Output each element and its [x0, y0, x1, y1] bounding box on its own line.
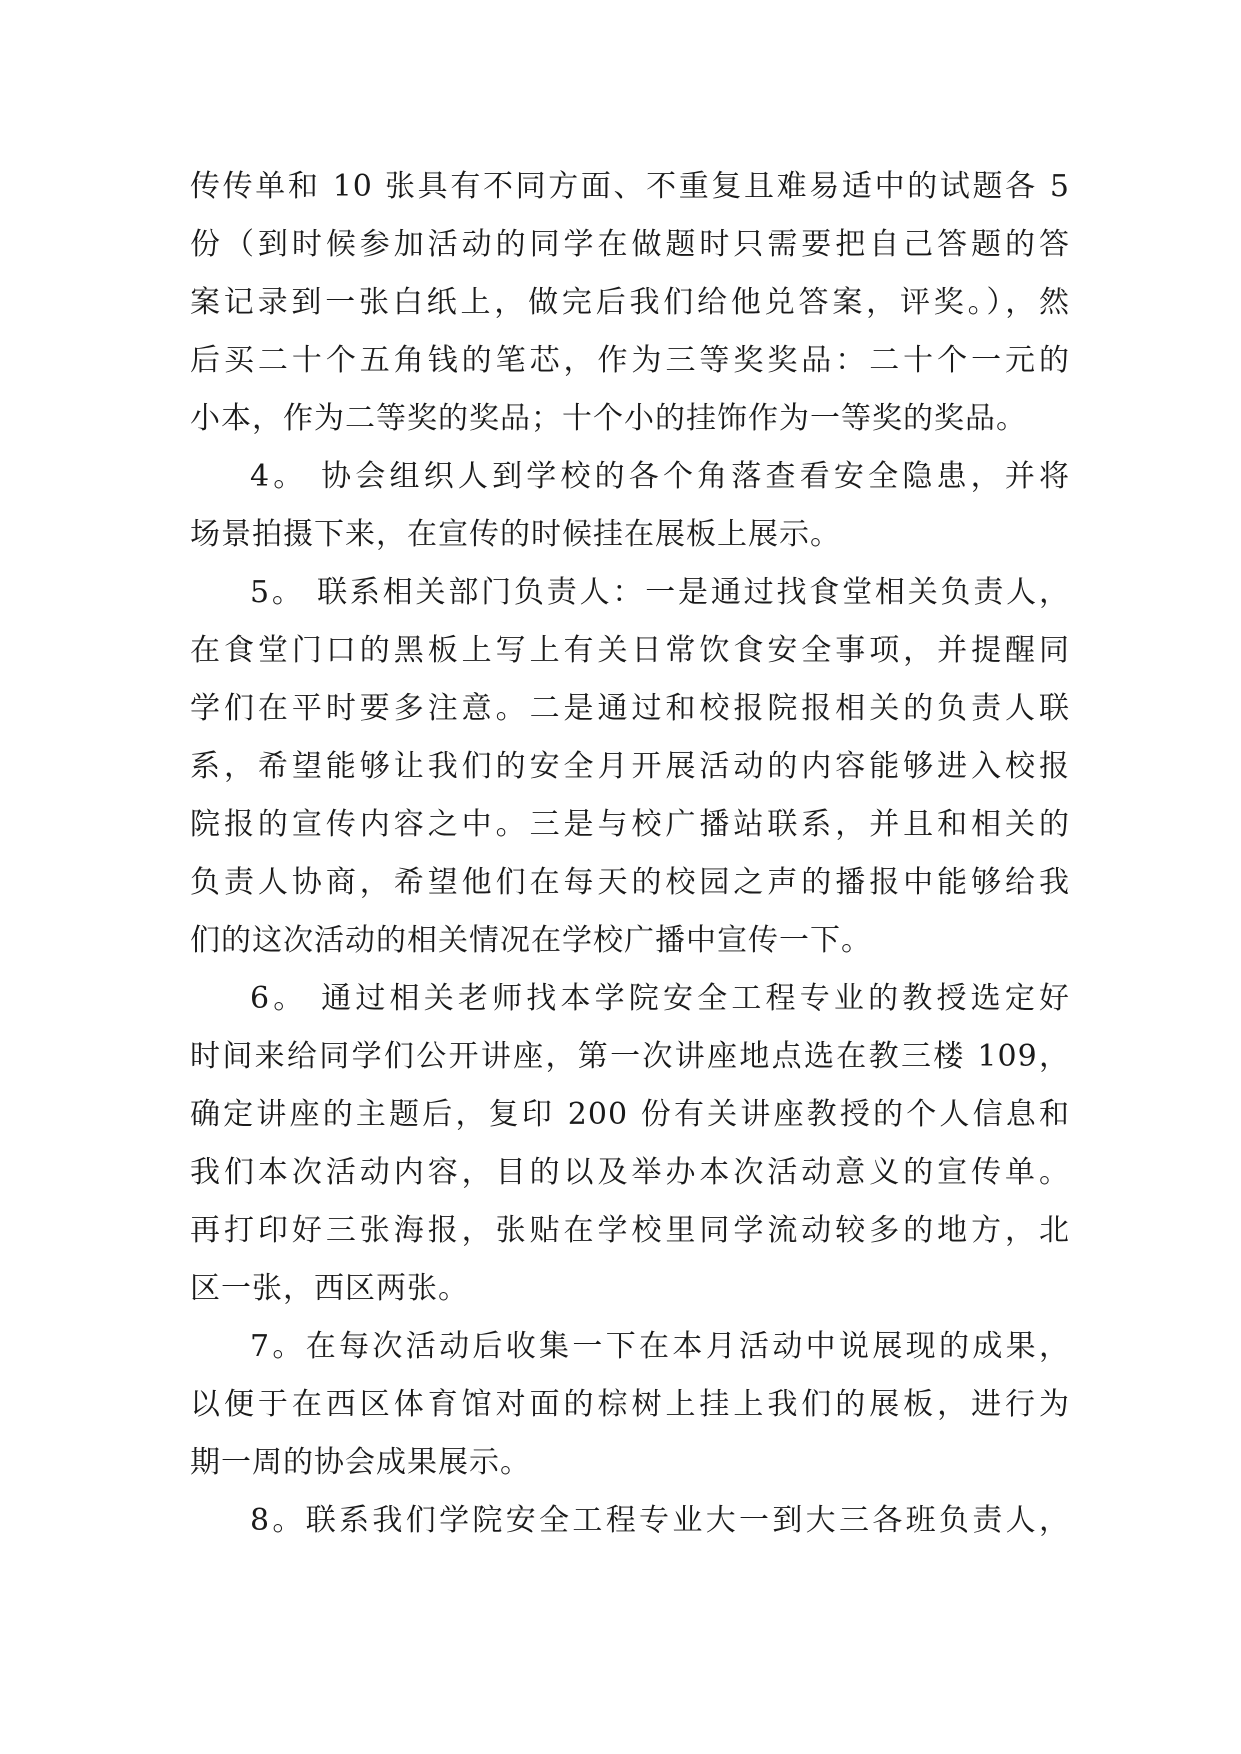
text-line: 系，希望能够让我们的安全月开展活动的内容能够进入校报 — [190, 749, 1070, 784]
body-text — [190, 158, 1070, 1550]
text-line: 我们本次活动内容，目的以及举办本次活动意义的宣传单。 — [190, 1155, 1070, 1190]
text-line: 院报的宣传内容之中。三是与校广播站联系，并且和相关的 — [190, 807, 1070, 842]
text-line: 确定讲座的主题后，复印 200 份有关讲座教授的个人信息和 — [190, 1097, 1070, 1132]
paragraph-item-4 — [190, 448, 1070, 564]
text-line: 在食堂门口的黑板上写上有关日常饮食安全事项，并提醒同 — [190, 633, 1070, 668]
text-line: 以便于在西区体育馆对面的棕树上挂上我们的展板，进行为 — [190, 1387, 1070, 1422]
text-line: 案记录到一张白纸上，做完后我们给他兑答案，评奖。），然 — [190, 285, 1070, 320]
text-line: 期一周的协会成果展示。 — [190, 1445, 531, 1480]
text-line: 后买二十个五角钱的笔芯，作为三等奖奖品：二十个一元的 — [190, 343, 1070, 378]
text-line: 份（到时候参加活动的同学在做题时只需要把自己答题的答 — [190, 227, 1070, 262]
paragraph-item-6 — [190, 970, 1070, 1318]
paragraph-prizes — [190, 158, 1070, 448]
text-line: 传传单和 10 张具有不同方面、不重复且难易适中的试题各 5 — [190, 169, 1070, 204]
text-line: 场景拍摄下来，在宣传的时候挂在展板上展示。 — [190, 517, 841, 552]
text-line: 区一张，西区两张。 — [190, 1271, 469, 1306]
paragraph-item-5 — [190, 564, 1070, 970]
text-line: 5。 联系相关部门负责人：一是通过找食堂相关负责人， — [250, 575, 1070, 610]
paragraph-item-7 — [190, 1318, 1070, 1492]
text-line: 时间来给同学们公开讲座，第一次讲座地点选在教三楼 109， — [190, 1039, 1070, 1074]
text-line: 小本，作为二等奖的奖品；十个小的挂饰作为一等奖的奖品。 — [190, 401, 1027, 436]
text-line: 4。 协会组织人到学校的各个角落查看安全隐患，并将 — [250, 459, 1070, 494]
text-line: 负责人协商，希望他们在每天的校园之声的播报中能够给我 — [190, 865, 1070, 900]
text-line: 8。联系我们学院安全工程专业大一到大三各班负责人， — [250, 1503, 1070, 1538]
paragraph-item-8 — [190, 1492, 1070, 1550]
text-line: 们的这次活动的相关情况在学校广播中宣传一下。 — [190, 923, 872, 958]
text-line: 学们在平时要多注意。二是通过和校报院报相关的负责人联 — [190, 691, 1070, 726]
text-line: 7。在每次活动后收集一下在本月活动中说展现的成果， — [250, 1329, 1070, 1364]
text-line: 6。 通过相关老师找本学院安全工程专业的教授选定好 — [250, 981, 1070, 1016]
text-line: 再打印好三张海报，张贴在学校里同学流动较多的地方，北 — [190, 1213, 1070, 1248]
